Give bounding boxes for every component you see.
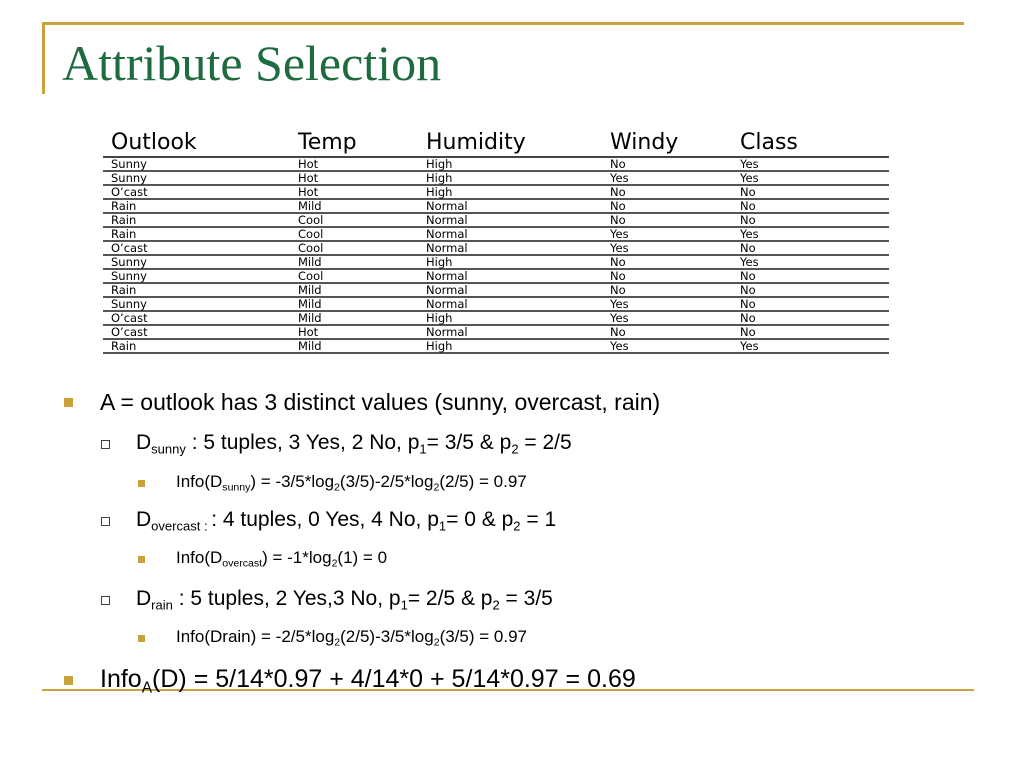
subscript: 2 — [334, 636, 341, 649]
p1-subscript: 1 — [438, 518, 447, 534]
bullet-text: ) = -1*log — [262, 548, 332, 567]
bullet-text: (D) = 5/14*0.97 + 4/14*0 + 5/14*0.97 = 0.69 — [152, 665, 636, 693]
p1-subscript: 1 — [400, 597, 408, 613]
table-cell: Mild — [290, 297, 418, 311]
p2-subscript: 2 — [492, 597, 500, 613]
bullet-text: : 4 tuples, 0 Yes, 4 No, p — [211, 508, 439, 531]
header-humidity: Humidity — [418, 128, 602, 157]
bullet-text: = 1 — [520, 508, 557, 531]
table-row — [103, 325, 889, 339]
bullet-hollow-square-icon — [101, 440, 110, 449]
bullet-text: = 3/5 & p — [426, 431, 512, 454]
table-row — [103, 227, 889, 241]
table-cell: High — [418, 339, 602, 353]
bullet-text: (3/5) = 0.97 — [439, 627, 527, 646]
table-row — [103, 255, 889, 269]
table-cell: O’cast — [103, 325, 290, 339]
bullet-hollow-square-icon — [101, 517, 110, 526]
table-cell: Normal — [418, 227, 602, 241]
weather-data-table — [103, 128, 889, 354]
table-cell: Normal — [418, 241, 602, 255]
bullet-outlook-values: A = outlook has 3 distinct values (sunny, overcast, rain) — [100, 389, 661, 415]
table-cell: Yes — [732, 339, 889, 353]
bullet-text: (2/5) = 0.97 — [439, 472, 527, 491]
table-cell: No — [732, 269, 889, 283]
table-cell: No — [602, 185, 732, 199]
bullet-text: Info(Drain) = -2/5*log — [176, 627, 335, 646]
table-header-row — [103, 128, 889, 157]
table-cell: Yes — [602, 311, 732, 325]
table-cell: Rain — [103, 227, 290, 241]
header-windy: Windy — [602, 128, 732, 157]
bullet-info-a-total — [100, 665, 636, 697]
table-cell: No — [602, 199, 732, 213]
bullet-square-icon — [64, 676, 73, 685]
table-cell: High — [418, 185, 602, 199]
table-cell: Cool — [290, 269, 418, 283]
subscript: 2 — [433, 481, 440, 494]
table-cell: Yes — [732, 227, 889, 241]
table-cell: No — [732, 199, 889, 213]
table-row — [103, 213, 889, 227]
table-cell: Cool — [290, 241, 418, 255]
table-cell: Hot — [290, 157, 418, 171]
table-cell: Rain — [103, 283, 290, 297]
header-class: Class — [732, 128, 889, 157]
bullet-small-square-icon — [138, 635, 145, 642]
table-cell: Mild — [290, 283, 418, 297]
table-cell: Sunny — [103, 269, 290, 283]
table-cell: No — [602, 213, 732, 227]
table-cell: High — [418, 171, 602, 185]
bullet-info-rain — [176, 627, 527, 647]
table-cell: Sunny — [103, 297, 290, 311]
table-row — [103, 339, 889, 353]
table-row — [103, 185, 889, 199]
table-cell: Hot — [290, 171, 418, 185]
table-cell: Normal — [418, 199, 602, 213]
table-cell: No — [732, 283, 889, 297]
subscript: sunny — [222, 481, 251, 494]
bullet-text: Info(D — [176, 548, 223, 567]
bullet-info-sunny — [176, 472, 527, 492]
subscript: A — [141, 679, 153, 697]
frame-left-rule — [42, 22, 45, 94]
table-cell: Sunny — [103, 157, 290, 171]
table-cell: Sunny — [103, 171, 290, 185]
table-cell: No — [602, 283, 732, 297]
table-cell: Normal — [418, 269, 602, 283]
bullet-text: = 3/5 — [499, 587, 553, 610]
table-cell: Normal — [418, 325, 602, 339]
subscript: 2 — [331, 557, 338, 570]
subscript: 2 — [334, 481, 340, 494]
table-row — [103, 311, 889, 325]
p2-subscript: 2 — [513, 518, 521, 534]
subscript: overcast — [222, 557, 263, 570]
table-cell: Hot — [290, 325, 418, 339]
table-cell: Yes — [602, 171, 732, 185]
bullet-small-square-icon — [138, 556, 145, 563]
table-cell: Cool — [290, 227, 418, 241]
table-cell: Mild — [290, 199, 418, 213]
bullet-square-icon — [64, 398, 73, 407]
slide-title: Attribute Selection — [62, 35, 442, 91]
table-cell: Rain — [103, 339, 290, 353]
d-subscript: sunny — [151, 441, 186, 457]
d-subscript: rain — [151, 597, 173, 613]
table-cell: High — [418, 157, 602, 171]
bullet-text: Info(D — [176, 472, 223, 491]
bullet-text: (3/5)-2/5*log — [339, 472, 434, 491]
table-row — [103, 269, 889, 283]
d-subscript: overcast : — [151, 518, 212, 534]
table-cell: Rain — [103, 213, 290, 227]
bullet-d-sunny — [136, 431, 572, 455]
bullet-hollow-square-icon — [101, 596, 110, 605]
d-symbol: D — [136, 508, 152, 531]
table-cell: No — [732, 241, 889, 255]
table-cell: Rain — [103, 199, 290, 213]
bullet-text: : 5 tuples, 3 Yes, 2 No, p — [185, 431, 420, 454]
table-cell: Yes — [732, 171, 889, 185]
table-cell: Yes — [602, 227, 732, 241]
table-cell: No — [732, 185, 889, 199]
table-cell: Yes — [732, 255, 889, 269]
table-body — [103, 157, 889, 353]
table-cell: Normal — [418, 213, 602, 227]
table-cell: Yes — [602, 241, 732, 255]
bullet-d-overcast — [136, 508, 556, 532]
bullet-text: = 2/5 & p — [407, 587, 493, 610]
bullet-text: ) = -3/5*log — [250, 472, 335, 491]
bullet-text: (2/5)-3/5*log — [340, 627, 434, 646]
bullet-text: = 2/5 — [518, 431, 572, 454]
table-cell: Yes — [602, 297, 732, 311]
table-cell: Hot — [290, 185, 418, 199]
d-symbol: D — [136, 587, 152, 610]
table-cell: O’cast — [103, 311, 290, 325]
table-row — [103, 199, 889, 213]
table-cell: Mild — [290, 311, 418, 325]
bullet-text: Info — [100, 665, 142, 693]
table-row — [103, 283, 889, 297]
frame-top-rule — [42, 22, 964, 25]
header-outlook: Outlook — [103, 128, 290, 157]
table-cell: Sunny — [103, 255, 290, 269]
header-temp: Temp — [290, 128, 418, 157]
table-cell: Yes — [732, 157, 889, 171]
table-cell: No — [732, 297, 889, 311]
table-cell: Normal — [418, 283, 602, 297]
table-cell: High — [418, 311, 602, 325]
table-cell: Mild — [290, 255, 418, 269]
d-symbol: D — [136, 431, 152, 454]
bullet-info-overcast — [176, 548, 387, 568]
bullet-d-rain — [136, 587, 553, 611]
table-cell: Mild — [290, 339, 418, 353]
table-row — [103, 241, 889, 255]
table-row — [103, 171, 889, 185]
p1-subscript: 1 — [419, 441, 427, 457]
table-cell: Cool — [290, 213, 418, 227]
bullet-text: : 5 tuples, 2 Yes,3 No, p — [172, 587, 401, 610]
bullet-small-square-icon — [138, 480, 145, 487]
table-cell: No — [602, 325, 732, 339]
table-cell: Yes — [602, 339, 732, 353]
bullet-text: = 0 & p — [446, 508, 514, 531]
table-row — [103, 157, 889, 171]
table-cell: No — [602, 269, 732, 283]
table-cell: No — [732, 213, 889, 227]
table-cell: Normal — [418, 297, 602, 311]
subscript: 2 — [433, 636, 440, 649]
table-cell: O’cast — [103, 241, 290, 255]
table-cell: No — [732, 325, 889, 339]
table-row — [103, 297, 889, 311]
bullet-text: (1) = 0 — [337, 548, 388, 567]
table-cell: O’cast — [103, 185, 290, 199]
table-cell: High — [418, 255, 602, 269]
table-cell: No — [602, 255, 732, 269]
p2-subscript: 2 — [511, 441, 519, 457]
table-cell: No — [602, 157, 732, 171]
table-cell: No — [732, 311, 889, 325]
